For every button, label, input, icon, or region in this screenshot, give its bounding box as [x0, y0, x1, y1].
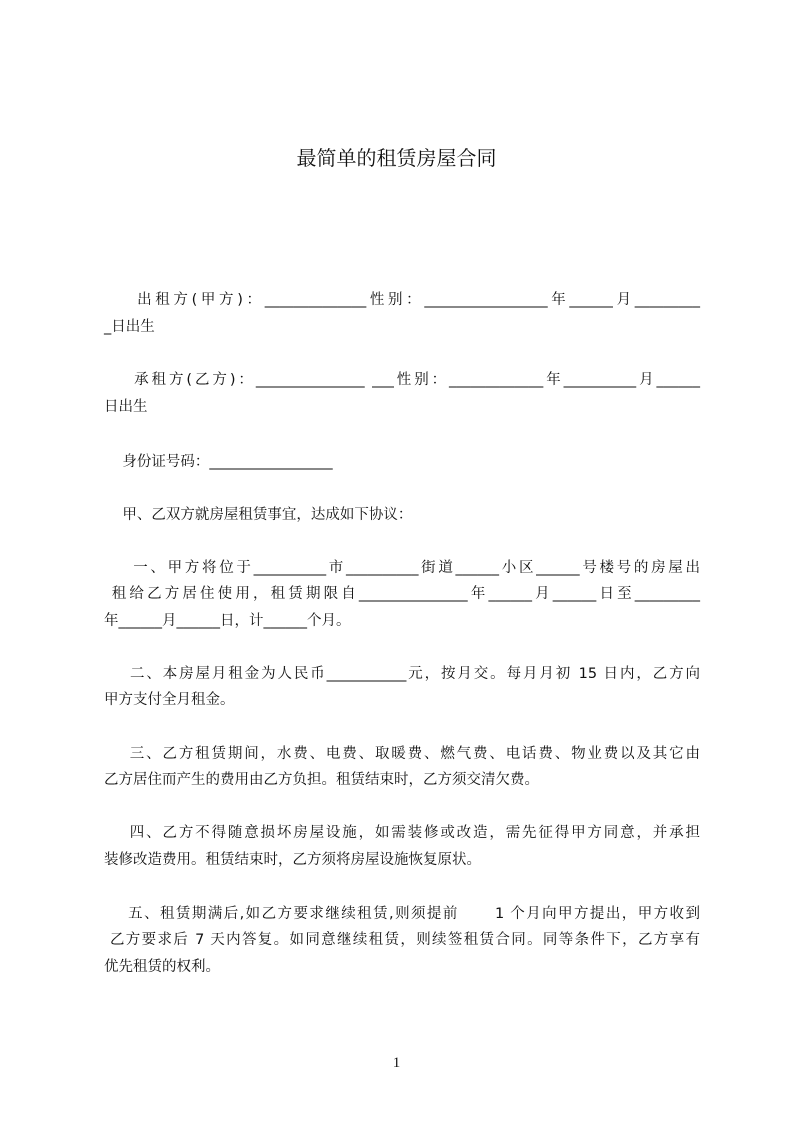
- text-line: 二、本房屋月租金为人民币___________元，按月交。每月月初 15 日内，乙方向: [104, 666, 700, 682]
- text-line: 日出生: [104, 399, 148, 415]
- text-line: 乙方要求后 7 天内答复。如同意继续租赁，则续签租赁合同。同等条件下，乙方享有: [104, 932, 700, 948]
- text-line: 甲、乙双方就房屋租赁事宜，达成如下协议：: [104, 507, 413, 523]
- text-line: 优先租赁的权利。: [104, 959, 220, 975]
- text-line: 三、乙方租赁期间，水费、电费、取暖费、燃气费、电话费、物业费以及其它由: [104, 746, 700, 762]
- text-line: 租给乙方居住使用，租赁期限自_______________年______月______日至_________: [104, 586, 700, 602]
- document-title: 最简单的租赁房屋合同: [296, 146, 497, 170]
- text-line: 承租方(乙方)：_______________ ___性别：_____________年__________月______: [104, 372, 700, 388]
- text-line: 四、乙方不得随意损坏房屋设施，如需装修或改造，需先征得甲方同意，并承担: [104, 825, 700, 841]
- text-line: 乙方居住而产生的费用由乙方负担。租赁结束时，乙方须交清欠费。: [104, 772, 539, 788]
- text-line: 五、租赁期满后,如乙方要求继续租赁,则须提前 1 个月向甲方提出，甲方收到: [104, 906, 700, 922]
- text-line: 甲方支付全月租金。: [104, 692, 235, 708]
- text-line: 出租方(甲方)：______________性别：_________________年______月_________: [104, 292, 700, 308]
- text-line: 装修改造费用。租赁结束时，乙方须将房屋设施恢复原状。: [104, 852, 481, 868]
- text-line: 身份证号码：_________________: [104, 454, 333, 470]
- text-line: 年______月______日，计______个月。: [104, 613, 351, 629]
- page-number: 1: [392, 1055, 401, 1071]
- text-line: _日出生: [104, 319, 155, 335]
- text-line: 一、甲方将位于__________市__________街道______小区______号楼号的房屋出: [104, 560, 700, 576]
